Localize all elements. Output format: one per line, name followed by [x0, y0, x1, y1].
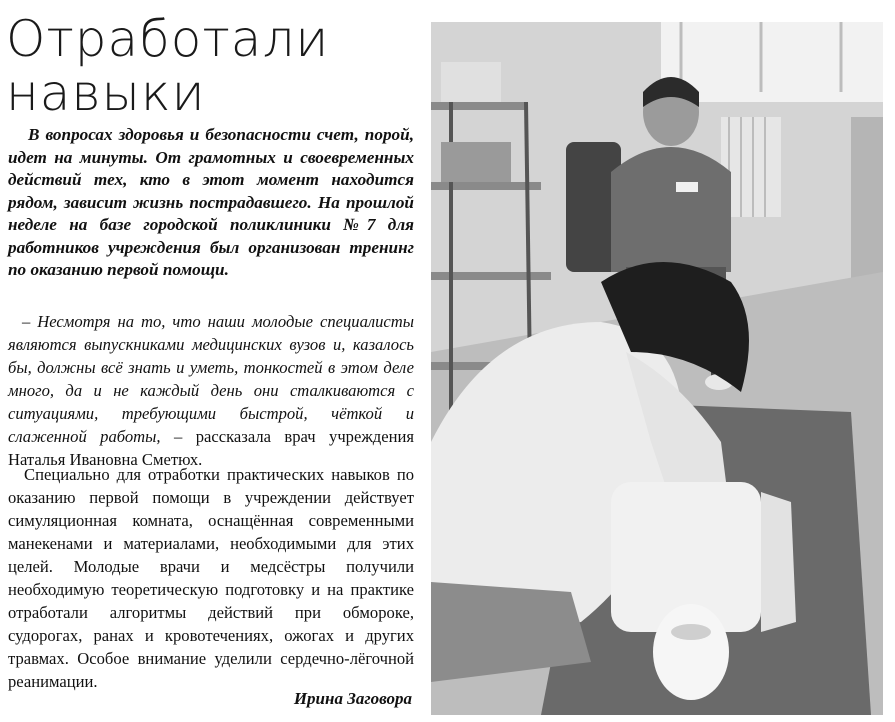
photo-illustration [431, 22, 883, 715]
quote-attribution: рассказала врач учреждения Наталья Ивановна Сметюх. [8, 427, 414, 469]
doctor-quote: – Несмотря на то, что наши молодые специалисты являются выпускниками медицинских вузов и, казалось бы, должны всё знать и уметь, тонкостей в этом деле много, да и не каждый день они сталкиваются с ситуациями, требующими быстрой, чёткой и слаженной работы, – [8, 312, 414, 446]
article-body: Специально для отработки практических навыков по оказанию первой помощи в учреждении действует симуляционная комната, оснащённая современными манекенами и материалами, необходимыми для этих целей. Молодые врачи и медсёстры получили необходимую теоретическую подготовку и на практике отработали алгоритмы действий при обмороке, судорогах, ранах и кровотечениях, ожогах и других травмах. Особое внимание уделили сердечно-лёгочной реанимации. [8, 465, 414, 691]
article-author: Ирина Заговора [293, 689, 412, 708]
article-quote-paragraph [8, 310, 414, 471]
headline-line-1: Отработали [6, 10, 330, 68]
article-headline [6, 12, 426, 120]
headline-line-2: навыки [6, 64, 206, 122]
article-lead: В вопросах здоровья и безопасности счет, порой, идет на минуты. От грамотных и своевременных действий тех, кто в этот момент находится рядом, зависит жизнь пострадавшего. На прошлой неделе на базе городской поликлиники №7 для работников учреждения был организован тренинг по оказанию первой помощи. [8, 125, 414, 279]
cpr-training-photo [431, 22, 883, 715]
